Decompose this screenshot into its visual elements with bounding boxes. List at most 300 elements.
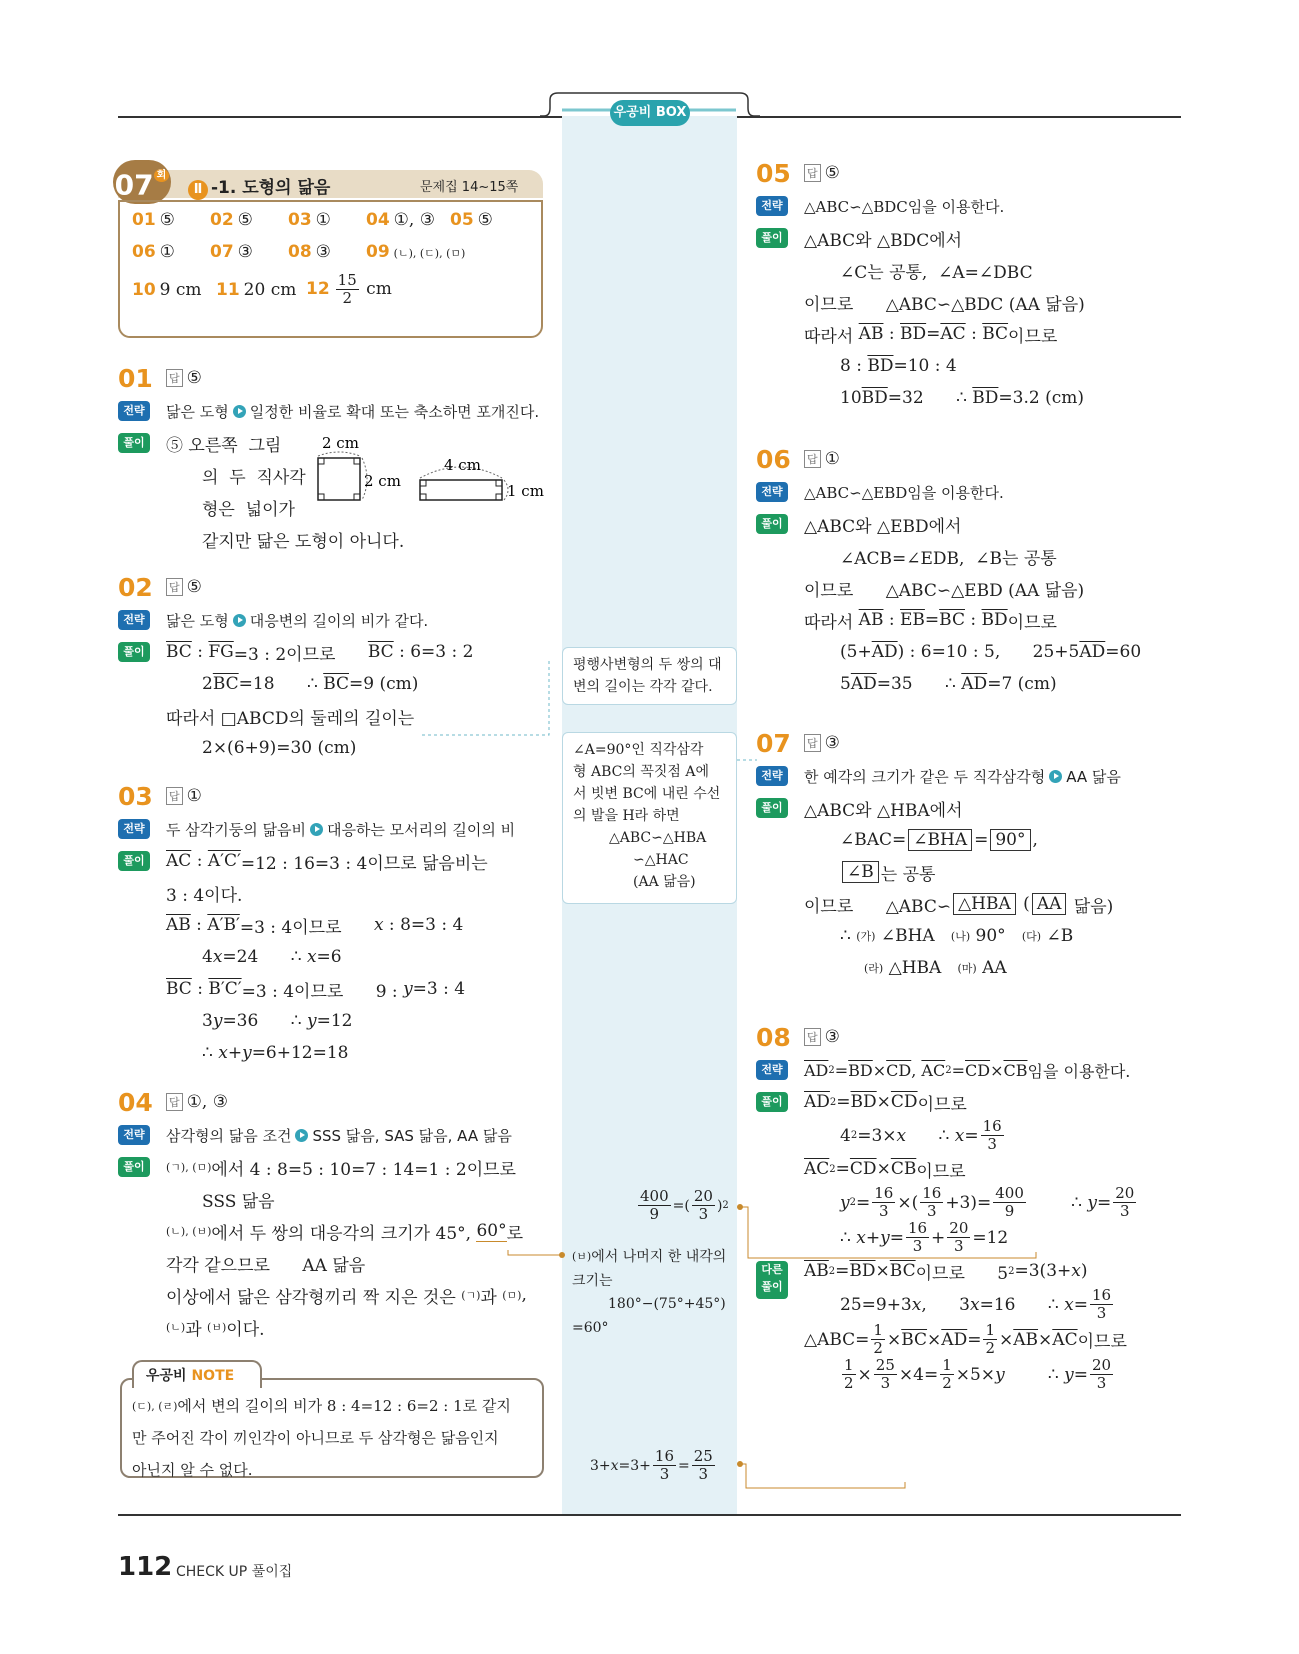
text-segment: cm: [360, 279, 392, 299]
text-segment: =12: [972, 1227, 1009, 1248]
text-segment: ⑤: [237, 210, 253, 230]
fraction: [872, 1185, 895, 1220]
text-segment: 닮은 도형: [166, 611, 229, 630]
text-segment: ∠C는 공통, ∠A=∠DBC: [840, 262, 1033, 283]
text-segment: ∴: [1027, 1192, 1088, 1213]
answer-num: 07: [210, 242, 234, 262]
text-segment: +: [931, 1227, 946, 1248]
text-segment: 닮은 도형: [166, 402, 229, 421]
text-segment: ,: [521, 1285, 527, 1305]
solution-line: [804, 382, 1186, 414]
denominator: 3: [659, 1465, 670, 1483]
korean-marker: (ㄴ): [166, 1321, 186, 1334]
text-segment: △ABC∽△EBD임을 이용한다.: [804, 483, 1004, 502]
answer-value: [238, 210, 253, 230]
overline-segment: $\overline{BC}$: [982, 324, 1009, 344]
text-segment: △ABC∽△BDC임을 이용한다.: [804, 197, 1005, 216]
text-segment: 이상에서 닮은 삼각형끼리 짝 지은 것은: [166, 1287, 462, 1308]
text-segment: △ABC∽△HBA: [609, 830, 707, 846]
text-segment: ∽△HAC: [633, 852, 689, 868]
solution-lines: [804, 222, 1186, 414]
text-segment: =: [926, 324, 941, 344]
superscript: 2: [850, 1130, 858, 1141]
overline-segment: $\overline{BD}$: [867, 356, 894, 376]
text-segment: 5: [840, 674, 851, 694]
numerator: 400: [995, 1184, 1024, 1202]
answer-num: 12: [306, 279, 330, 299]
text-segment: 이므로: [1007, 612, 1057, 633]
text-segment: ⑤ 오른쪽 그림: [166, 435, 282, 456]
korean-marker: (ㄷ), (ㄹ): [132, 1399, 178, 1413]
text-segment: ①: [315, 210, 331, 230]
text-segment: =: [1073, 1364, 1088, 1385]
text-segment: ⑤: [477, 210, 493, 230]
overline-segment: $\overline{AD}$: [850, 674, 877, 694]
answer-num: 10: [132, 280, 156, 300]
text-segment: 서 빗변 BC에 내린 수선: [573, 786, 721, 802]
solution-line: [804, 1153, 1186, 1185]
text-segment: :: [965, 324, 983, 344]
overline-segment: $\overline{CD}$: [965, 1060, 991, 1080]
arrow-circle-icon: [233, 614, 246, 627]
answer-value: [316, 242, 331, 262]
text-segment: =(: [672, 1197, 690, 1214]
text-segment: 한 예각의 크기가 같은 두 직각삼각형: [804, 767, 1046, 786]
answer-num: 05: [450, 210, 474, 230]
text-segment: △ABC와 △BDC에서: [804, 230, 963, 251]
solution-line: [804, 1357, 1186, 1392]
korean-marker: (ㅁ): [502, 1289, 522, 1302]
solution-line: [166, 700, 558, 732]
korean-marker: (라): [864, 962, 884, 975]
answer-label-icon: 답: [166, 369, 183, 387]
solution-line: [804, 286, 1186, 318]
answer-item: [288, 210, 331, 230]
text-segment: 4: [840, 1125, 851, 1146]
text-segment: : 8=3 : 4: [383, 915, 464, 935]
solution-line: [804, 318, 1186, 350]
text-segment: 의 발을 H라 하면: [573, 808, 680, 824]
strategy-badge: 전략: [756, 196, 788, 216]
superscript: 2: [945, 1064, 952, 1076]
text-segment: =3 : 4이므로 9 :: [241, 981, 404, 1002]
text-segment: =: [964, 1125, 979, 1146]
problem-06: [756, 442, 1186, 700]
solution-line: [166, 1037, 558, 1069]
fraction: [842, 1357, 856, 1392]
arrow-circle-icon: [233, 405, 246, 418]
solution-line: [572, 1268, 737, 1292]
korean-marker: (ㄴ), (ㅂ): [166, 1225, 212, 1238]
problem-answer: ③: [824, 733, 840, 753]
numerator: 16: [907, 1219, 928, 1237]
answer-num: 09: [366, 242, 390, 262]
solution-line: [573, 761, 726, 783]
answer-item: [450, 210, 493, 230]
answer-label-icon: 답: [804, 450, 821, 468]
overline-segment: $\overline{BD}$: [981, 610, 1008, 630]
overline-segment: $\overline{AD}$: [941, 1329, 968, 1350]
fraction: [920, 1185, 943, 1220]
overline-segment: $\overline{AC}$: [166, 851, 192, 871]
text-segment: ⑤: [159, 210, 175, 230]
text-segment: ): [716, 1197, 723, 1214]
text-segment: 임을 이용한다.: [1027, 1061, 1131, 1081]
answer-item: [132, 280, 202, 300]
answer-label-icon: 답: [804, 164, 821, 182]
bottom-rule: [118, 1514, 1181, 1516]
variable: x: [911, 1294, 922, 1315]
problem-answer: ⑤: [186, 368, 202, 388]
solution-line: [804, 350, 1186, 382]
text-segment: :: [190, 915, 208, 935]
solution-line: [804, 668, 1186, 700]
solution-line: [804, 792, 1186, 824]
boxed-answer: ∠B: [842, 861, 879, 883]
superscript: 2: [849, 1197, 856, 1208]
text-segment: 이다.: [226, 1319, 265, 1340]
text-segment: 같지만 닮은 도형이 아니다.: [202, 531, 405, 552]
variable: x: [954, 1125, 965, 1146]
solution-lines: [166, 845, 558, 1069]
text-segment: ×: [876, 1092, 891, 1112]
overline-segment: $\overline{CB}$: [890, 1159, 917, 1179]
denominator: 3: [1096, 1374, 1107, 1392]
fraction: [1090, 1357, 1113, 1392]
text-segment: 이므로 5: [915, 1263, 1009, 1284]
solution-line: [804, 1118, 1186, 1153]
answer-value: [478, 210, 493, 230]
denominator: 3: [1119, 1202, 1130, 1220]
problem-answer: ①: [824, 449, 840, 469]
text-segment: =18 ∴: [238, 674, 324, 694]
workbook-ref: 문제집 14~15쪽: [420, 180, 519, 195]
strategy-text: [166, 604, 558, 636]
text-segment: ∠ACB=∠EDB, ∠B는 공통: [840, 548, 1057, 569]
overline-segment: $\overline{AB}$: [1013, 1329, 1039, 1350]
text-segment: ∠A=90°인 직각삼각: [573, 742, 704, 758]
text-segment: =3 : 2이므로: [233, 644, 368, 665]
korean-marker: (ㅂ): [207, 1321, 227, 1334]
problem-08: [756, 1020, 1186, 1392]
text-segment: 이므로 △ABC∽: [804, 896, 952, 917]
arrow-circle-icon: [310, 823, 323, 836]
answer-item: [366, 242, 465, 262]
solution-line: [166, 1151, 558, 1183]
overline-segment: $\overline{CB}$: [1003, 1060, 1028, 1080]
unit-title: [188, 173, 330, 200]
text-segment: (: [1017, 894, 1030, 914]
variable: y: [306, 1011, 317, 1031]
text-segment: =24 ∴: [222, 947, 307, 967]
denominator: 3: [926, 1202, 937, 1220]
text-segment: =: [1096, 1192, 1112, 1213]
answer-summary-box: [118, 200, 543, 338]
fraction: [981, 1118, 1004, 1153]
text-segment: 4: [202, 947, 213, 967]
solution-lines: [804, 1086, 1186, 1255]
text-segment: ∴: [1004, 1364, 1065, 1385]
overline-segment: $\overline{CD}$: [849, 1159, 877, 1179]
text-segment: =3+: [618, 1457, 651, 1474]
overline-segment: $\overline{BC}$: [939, 610, 965, 630]
text-segment: 따라서: [804, 612, 859, 633]
overline-segment: $\overline{AD}$: [804, 1060, 829, 1080]
text-segment: 3 : 4이다.: [166, 885, 243, 906]
text-segment: =: [836, 1092, 851, 1112]
text-segment: =7 (cm): [987, 674, 1057, 694]
text-segment: ×4=: [898, 1364, 939, 1385]
text-segment: =10 : 4: [893, 356, 957, 376]
answer-label-icon: 답: [804, 734, 821, 752]
text-segment: 두 삼각기둥의 닮음비: [166, 820, 306, 839]
denominator: 3: [698, 1465, 709, 1483]
answer-num: 06: [132, 242, 156, 262]
variable: x: [218, 1043, 228, 1063]
solution-line: [166, 1247, 558, 1279]
text-segment: ③: [315, 242, 331, 262]
text-segment: ∴: [840, 1227, 857, 1248]
korean-marker: (ㅂ): [572, 1250, 592, 1263]
variable: y: [212, 1011, 223, 1031]
solution-line: [573, 676, 726, 698]
solution-line: [166, 909, 558, 941]
text-segment: +3)=: [945, 1192, 992, 1213]
text-segment: 는 공통: [880, 864, 936, 885]
numerator: 25: [693, 1447, 713, 1465]
text-segment: =12 : 16=3 : 4이므로 닮음비는: [240, 853, 488, 874]
solution-lines: [804, 508, 1186, 700]
boxed-answer: 90°: [990, 829, 1030, 851]
overline-segment: $\overline{CD}$: [886, 1060, 912, 1080]
solution-line: [132, 1390, 537, 1422]
strategy-badge: 전략: [756, 1060, 788, 1080]
strategy-text: [804, 476, 1186, 508]
text-segment: 형은 넓이가: [202, 499, 295, 520]
text-segment: AA: [976, 958, 1007, 978]
denominator: 2: [985, 1339, 996, 1357]
rectangles-figure: [300, 436, 550, 516]
answer-value: [160, 242, 175, 262]
side-note-remaining-angle: [572, 1244, 737, 1340]
numerator: 25: [875, 1356, 895, 1374]
overline-segment: $\overline{BC}$: [323, 674, 350, 694]
overline-segment: $\overline{BD}$: [850, 1092, 877, 1112]
fraction: [871, 1322, 885, 1357]
korean-marker: (가): [856, 930, 876, 943]
side-note-bc-length: [590, 1448, 717, 1483]
text-segment: ×(: [897, 1192, 919, 1213]
strategy-badge: 전략: [118, 610, 150, 630]
strategy-badge: 전략: [118, 819, 150, 839]
problem-04: [118, 1085, 558, 1343]
denominator: 3: [698, 1205, 709, 1223]
answer-value: [316, 210, 331, 230]
solution-line: [132, 1454, 537, 1486]
problem-02: [118, 570, 558, 764]
text-segment: =: [1073, 1294, 1088, 1315]
fraction: [692, 1448, 715, 1483]
text-segment: △ABC와 △HBA에서: [804, 800, 963, 821]
note-title-prefix: 우공비: [146, 1368, 192, 1384]
text-segment: =32 ∴: [887, 388, 973, 408]
text-segment: 이므로: [1077, 1332, 1127, 1352]
overline-segment: $\overline{AD}$: [1079, 642, 1106, 662]
text-segment: ∠BHA: [875, 926, 951, 946]
overline-segment: $\overline{AD}$: [871, 642, 898, 662]
answer-value: [394, 242, 466, 262]
variable: y: [403, 979, 413, 999]
underlined-segment: 60°: [476, 1220, 507, 1241]
overline-segment: $\overline{AD}$: [804, 1092, 830, 1112]
note-title: [132, 1360, 262, 1388]
fraction: [638, 1188, 671, 1223]
numerator: 16: [1091, 1286, 1112, 1304]
fraction: [692, 1188, 715, 1223]
text-segment: SSS 닮음, SAS 닮음, AA 닮음: [312, 1126, 512, 1145]
text-segment: +: [227, 1043, 243, 1063]
text-segment: =12: [316, 1011, 353, 1031]
book-title: CHECK UP 풀이집: [176, 1564, 293, 1580]
note-title-accent: NOTE: [191, 1368, 235, 1384]
solution-badge: 풀이: [756, 1092, 788, 1112]
text-segment: =36 ∴: [222, 1011, 307, 1031]
text-segment: =60°: [572, 1320, 609, 1336]
answer-item: [366, 210, 435, 230]
numerator: 16: [874, 1184, 894, 1202]
answer-num: 08: [288, 242, 312, 262]
problem-03: [118, 779, 558, 1069]
solution-badge: 풀이: [118, 1157, 150, 1177]
problem-07: [756, 726, 1186, 984]
answer-label-icon: 답: [804, 1028, 821, 1046]
variable: x: [306, 947, 317, 967]
text-segment: : 6=3 : 2: [393, 642, 474, 662]
overline-segment: $\overline{BD}$: [861, 388, 888, 408]
text-segment: ×5×: [955, 1364, 996, 1385]
overline-segment: $\overline{BC}$: [367, 642, 394, 662]
solution-line: [572, 1292, 737, 1316]
variable: y: [880, 1227, 890, 1248]
session-badge: [113, 160, 171, 204]
denominator: 2: [844, 1374, 854, 1392]
text-segment: 따라서 □ABCD의 둘레의 길이는: [166, 708, 415, 729]
overline-segment: $\overline{BD}$: [849, 1261, 876, 1281]
solution-line: [590, 1448, 717, 1483]
figure-label-square-side: 2 cm: [364, 472, 401, 490]
text-segment: 에서 두 쌍의 대응각의 크기가 45°,: [211, 1223, 477, 1244]
solution-line: [804, 952, 1186, 984]
text-segment: 이므로: [916, 1161, 966, 1182]
overline-segment: $\overline{FG}$: [208, 642, 234, 662]
text-segment: =: [835, 1261, 850, 1281]
text-segment: :: [964, 610, 982, 630]
overline-segment: $\overline{AC}$: [921, 1060, 946, 1080]
side-note-square-check: [636, 1188, 729, 1223]
numerator: 16: [982, 1117, 1002, 1135]
strategy-badge: 전략: [118, 1125, 150, 1145]
numerator: 20: [693, 1187, 713, 1205]
overline-segment: $\overline{BC}$: [889, 1261, 916, 1281]
answer-label-icon: 답: [166, 787, 183, 805]
overline-segment: $\overline{BD}$: [900, 324, 927, 344]
text-segment: :: [883, 610, 900, 630]
denominator: 9: [649, 1205, 660, 1223]
overline-segment: $\overline{BC}$: [901, 1329, 928, 1350]
session-number: 07: [114, 168, 154, 202]
text-segment: ③: [237, 242, 253, 262]
text-segment: 닮음): [1068, 896, 1114, 917]
denominator: 2: [342, 289, 352, 307]
alt-solution-badge: 다른 풀이: [756, 1261, 788, 1299]
fraction: [336, 272, 359, 307]
fraction: [906, 1220, 929, 1255]
text-segment: ×: [886, 1329, 902, 1350]
fraction: [1113, 1185, 1136, 1220]
variable: x: [1071, 1261, 1081, 1281]
text-segment: 180°−(75°+45°): [608, 1296, 726, 1312]
problem-number: 08: [756, 1022, 791, 1052]
overline-segment: $\overline{AB}$: [858, 610, 884, 630]
numerator: 1: [985, 1321, 996, 1339]
text-segment: =3(3+: [1014, 1261, 1072, 1281]
text-segment: =3 : 4이므로: [239, 917, 374, 938]
solution-line: [572, 1316, 737, 1340]
session-suffix: 회: [154, 169, 170, 182]
problem-number: 06: [756, 444, 791, 474]
text-segment: 일정한 비율로 확대 또는 축소하면 포개진다.: [249, 402, 540, 421]
answer-num: 02: [210, 210, 234, 230]
variable: x: [610, 1457, 619, 1474]
text-segment: SSS 닮음: [202, 1191, 275, 1212]
arrow-circle-icon: [295, 1129, 308, 1142]
problem-number: 07: [756, 728, 791, 758]
denominator: 3: [987, 1135, 997, 1153]
text-segment: =: [855, 1192, 871, 1213]
denominator: 3: [880, 1374, 891, 1392]
numerator: 20: [949, 1219, 969, 1237]
solution-line: [804, 604, 1186, 636]
note-text: [132, 1390, 537, 1486]
text-segment: ×: [999, 1329, 1014, 1350]
korean-marker: (마): [957, 962, 977, 975]
text-segment: △HBA: [883, 958, 958, 978]
text-segment: =: [974, 830, 989, 850]
problem-number: 01: [118, 363, 153, 393]
text-segment: 형 ABC의 꼭짓점 A에: [573, 764, 709, 780]
answer-value: [244, 280, 297, 300]
problem-number: 03: [118, 781, 153, 811]
superscript: 2: [829, 1096, 837, 1108]
text-segment: ,: [1032, 830, 1038, 850]
solution-line: [804, 1287, 1186, 1322]
box-label: 우공비 BOX: [610, 100, 690, 126]
overline-segment: A′B′: [207, 915, 240, 935]
text-segment: 에서 나머지 한 내각의: [591, 1249, 727, 1265]
solution-line: [573, 654, 726, 676]
text-segment: :: [883, 324, 900, 344]
variable: x: [373, 915, 384, 935]
numerator: 1: [873, 1321, 883, 1339]
solution-line: [166, 523, 558, 555]
strategy-text: [804, 1054, 1186, 1086]
solution-line: [166, 636, 558, 668]
text-segment: =6: [316, 947, 342, 967]
solution-line: [166, 941, 558, 973]
problem-number: 02: [118, 572, 153, 602]
text-segment: =: [924, 610, 940, 630]
text-segment: △ABC와 △EBD에서: [804, 516, 962, 537]
